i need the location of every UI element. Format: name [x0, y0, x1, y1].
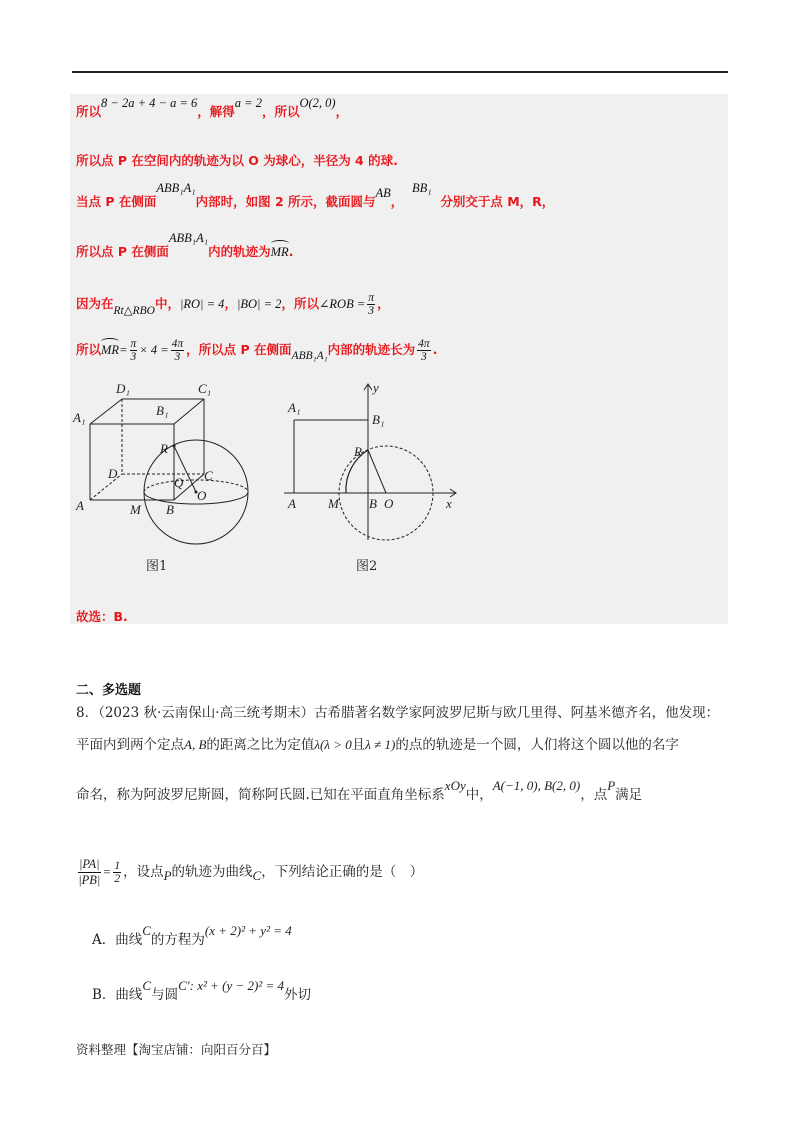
solution-line-1: 所以8 − 2a + 4 − a = 6，解得a = 2，所以O(2, 0)， — [76, 96, 349, 119]
label-R: R — [354, 444, 362, 459]
header-rule — [72, 71, 728, 73]
label-R: R — [160, 441, 168, 456]
solution-line-2: 所以点 P 在空间内的轨迹为以 O 为球心，半径为 4 的球. — [76, 153, 398, 168]
label-x: x — [446, 496, 452, 511]
solution-line-4: 所以点 P 在侧面ABB₁A₁内的轨迹为MR. — [76, 231, 294, 259]
label-O: O — [197, 488, 207, 503]
solution-line-6: 所以MR= $\frac{\pi}{3}$ × 4 = $\frac{4\pi}{3}$ ，所以点 P 在侧面ABB₁A₁内部的轨迹长为 $\frac{4\pi}{3}$ . — [76, 338, 438, 363]
label-D: D — [108, 466, 118, 481]
option-A[interactable]: A．曲线C的方程为(x + 2)² + y² = 4 — [92, 923, 292, 948]
question-line-4: $\frac{|PA|}{|PB|}$ = $\frac{1}{2}$ ，设点P的轨迹为曲线C，下列结论正确的是（ ） — [78, 857, 424, 887]
label-O: O — [384, 496, 394, 511]
label-M: M — [130, 502, 141, 517]
figure-1-cube-sphere — [70, 378, 270, 548]
label-B: B — [369, 496, 377, 511]
question-line-2: 平面内到两个定点A, B的距离之比为定值λ(λ > 0且λ ≠ 1)的点的轨迹是一个圆，人们将这个圆以他的名字 — [76, 737, 679, 753]
label-A: A — [288, 496, 296, 511]
label-y: y — [373, 380, 379, 395]
label-A1: A₁ — [73, 410, 86, 425]
question-line-3: 命名，称为阿波罗尼斯圆，简称阿氏圆.已知在平面直角坐标系xOy中，A(−1, 0), B(2, 0)，点P满足 — [76, 778, 643, 803]
answer-line: 故选：B. — [76, 609, 128, 624]
label-B1: B₁ — [372, 412, 385, 427]
label-C1: C₁ — [198, 381, 212, 396]
figure-2-cross-section — [280, 378, 470, 548]
option-B[interactable]: B．曲线C与圆C′: x² + (y − 2)² = 4外切 — [92, 978, 311, 1003]
question-line-1: 8．（2023 秋·云南保山·高三统考期末）古希腊著名数学家阿波罗尼斯与欧几里得、阿基米德齐名，他发现： — [76, 705, 720, 721]
figure-1-caption: 图1 — [146, 559, 168, 574]
label-D1: D₁ — [116, 381, 130, 396]
label-Q: Q — [174, 475, 184, 490]
label-A1: A₁ — [288, 400, 301, 415]
label-C: C — [204, 468, 213, 483]
figure-2-caption: 图2 — [356, 559, 378, 574]
solution-line-3: 当点 P 在侧面ABB₁A₁内部时，如图 2 所示，截面圆与AB， BB₁ 分别交于点 M，R， — [76, 181, 555, 209]
solution-line-5: 因为在Rt△RBO中，|RO| = 4，|BO| = 2，所以∠ROB = $\frac{\pi}{3}$ ， — [76, 292, 390, 317]
label-M: M — [328, 496, 339, 511]
label-B1: B₁ — [156, 403, 169, 418]
label-A: A — [76, 498, 84, 513]
section-title: 二、多选题 — [76, 683, 142, 698]
footer-source: 资料整理【淘宝店铺：向阳百分百】 — [76, 1042, 277, 1057]
label-B: B — [166, 502, 174, 517]
